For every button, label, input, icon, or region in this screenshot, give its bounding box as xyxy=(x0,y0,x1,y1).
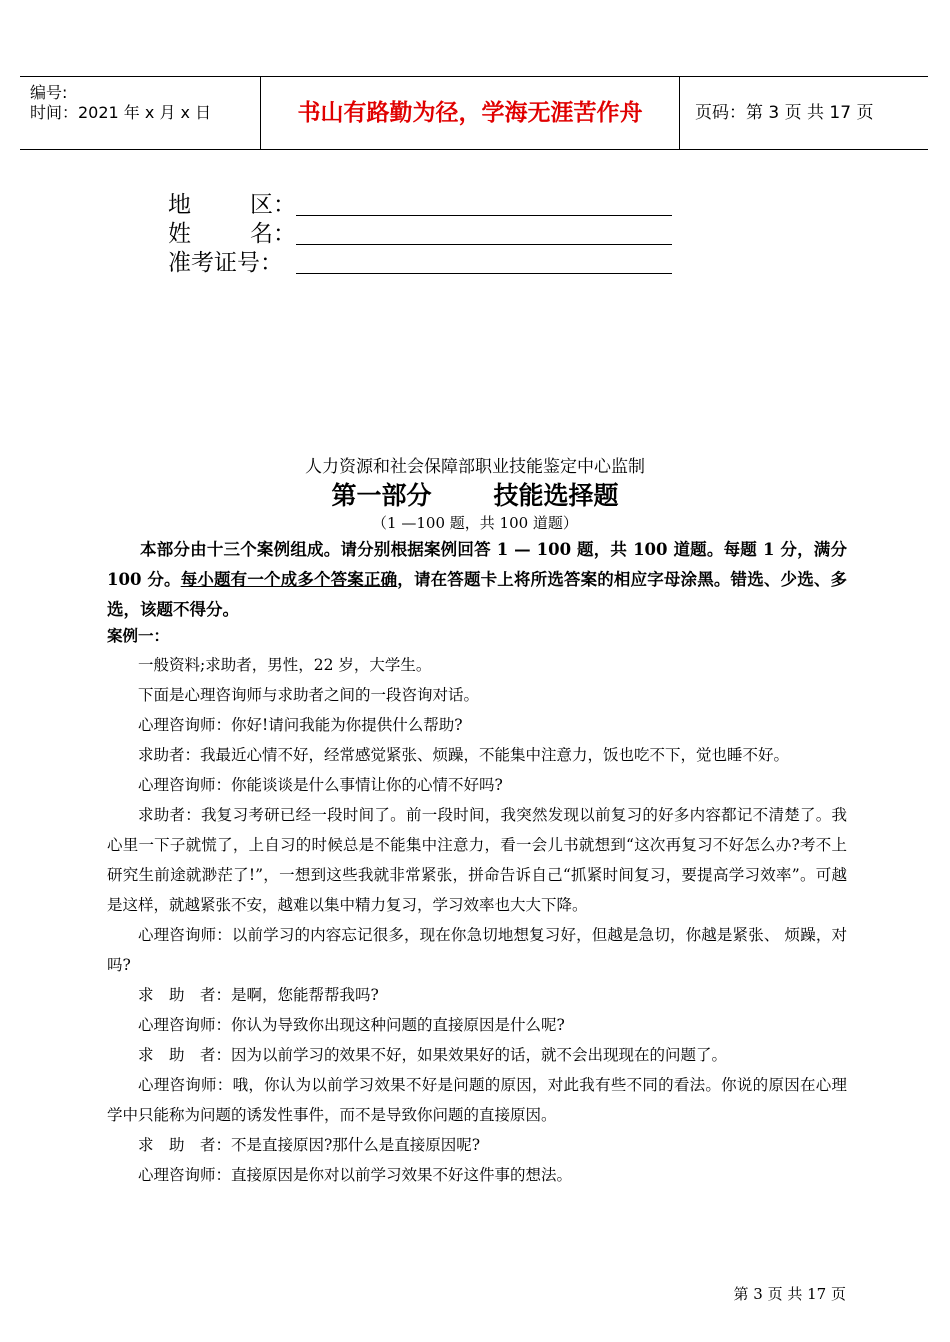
dialog-line: 一般资料;求助者，男性，22 岁，大学生。 xyxy=(138,656,432,674)
dialog-line: 心理咨询师：你好!请问我能为你提供什么帮助? xyxy=(138,716,463,734)
dialog-line: 求助者：我复习考研已经一段时间了。前一段时间，我突然发现以前复习的好多内容都记不清楚了。我心里一下子就慌了，上自习的时候总是不能集中注意力，看一会儿书就想到“这次再复习不好怎么办?考不上研究生前途就渺茫了!”，一想到这些我就非常紧张，拼命告诉自己“抓紧时间复习，要提高学习效率”。可越是这样，就越紧张不安，越难以集中精力复习，学习效率也大大下降。 xyxy=(107,806,847,914)
dialog-line: 求 助 者：因为以前学习的效果不好，如果效果好的话，就不会出现现在的问题了。 xyxy=(138,1046,728,1064)
page-footer: 第 3 页 共 17 页 xyxy=(733,1285,846,1303)
header-motto: 书山有路勤为径，学海无涯苦作舟 xyxy=(297,100,643,126)
header-page-info: 页码：第 3 页 共 17 页 xyxy=(695,103,874,123)
dialog-line: 心理咨询师：以前学习的内容忘记很多，现在你急切地想复习好，但越是急切，你越是紧张、 烦躁，对吗? xyxy=(107,926,847,974)
dialog-line: 求 助 者：是啊，您能帮帮我吗? xyxy=(138,986,379,1004)
region-field[interactable] xyxy=(168,190,672,219)
name-field[interactable] xyxy=(168,219,672,248)
page-header xyxy=(20,76,928,150)
dialog-line: 下面是心理咨询师与求助者之间的一段咨询对话。 xyxy=(138,686,480,704)
region-input-line[interactable] xyxy=(296,193,672,216)
dialog-line: 求助者：我最近心情不好，经常感觉紧张、烦躁，不能集中注意力，饭也吃不下，觉也睡不好。 xyxy=(138,746,790,764)
supervisor-line: 人力资源和社会保障部职业技能鉴定中心监制 xyxy=(305,457,645,477)
case-dialog xyxy=(107,650,847,1190)
underlined-rule: 每小题有一个成多个答案正确 xyxy=(180,570,398,589)
header-meta xyxy=(30,83,211,123)
question-range: （1 —100 题，共 100 道题） xyxy=(372,514,578,532)
dialog-line: 心理咨询师：你能谈谈是什么事情让你的心情不好吗? xyxy=(138,776,503,794)
dialog-line: 求 助 者：不是直接原因?那什么是直接原因呢? xyxy=(138,1136,481,1154)
candidate-info xyxy=(168,190,672,277)
instructions: 本部分由十三个案例组成。请分别根据案例回答 1 — 100 题，共 100 道题。每题 1 分，满分 100 分。每小题有一个成多个答案正确，请在答题卡上将所选答案的相应字母涂黑。错选、少选、多选，该题不得分。 xyxy=(107,540,848,619)
header-divider xyxy=(679,77,680,149)
time-label: 时间：2021 年 x 月 x 日 xyxy=(30,103,212,122)
exam-id-input-line[interactable] xyxy=(296,251,672,274)
field-label: 地 区： xyxy=(168,192,296,218)
case-title: 案例一： xyxy=(107,626,170,645)
name-input-line[interactable] xyxy=(296,222,672,245)
field-label: 姓 名： xyxy=(168,221,296,247)
dialog-line: 心理咨询师：哦，你认为以前学习效果不好是问题的原因，对此我有些不同的看法。你说的原因在心理学中只能称为问题的诱发性事件，而不是导致你问题的直接原因。 xyxy=(107,1076,847,1124)
dialog-line: 心理咨询师：直接原因是你对以前学习效果不好这件事的想法。 xyxy=(138,1166,573,1184)
exam-id-field[interactable] xyxy=(168,248,672,277)
field-label: 准考证号： xyxy=(168,250,283,276)
dialog-line: 心理咨询师：你认为导致你出现这种问题的直接原因是什么呢? xyxy=(138,1016,565,1034)
number-label: 编号: xyxy=(30,83,68,102)
part-title: 第一部分 技能选择题 xyxy=(331,481,619,510)
